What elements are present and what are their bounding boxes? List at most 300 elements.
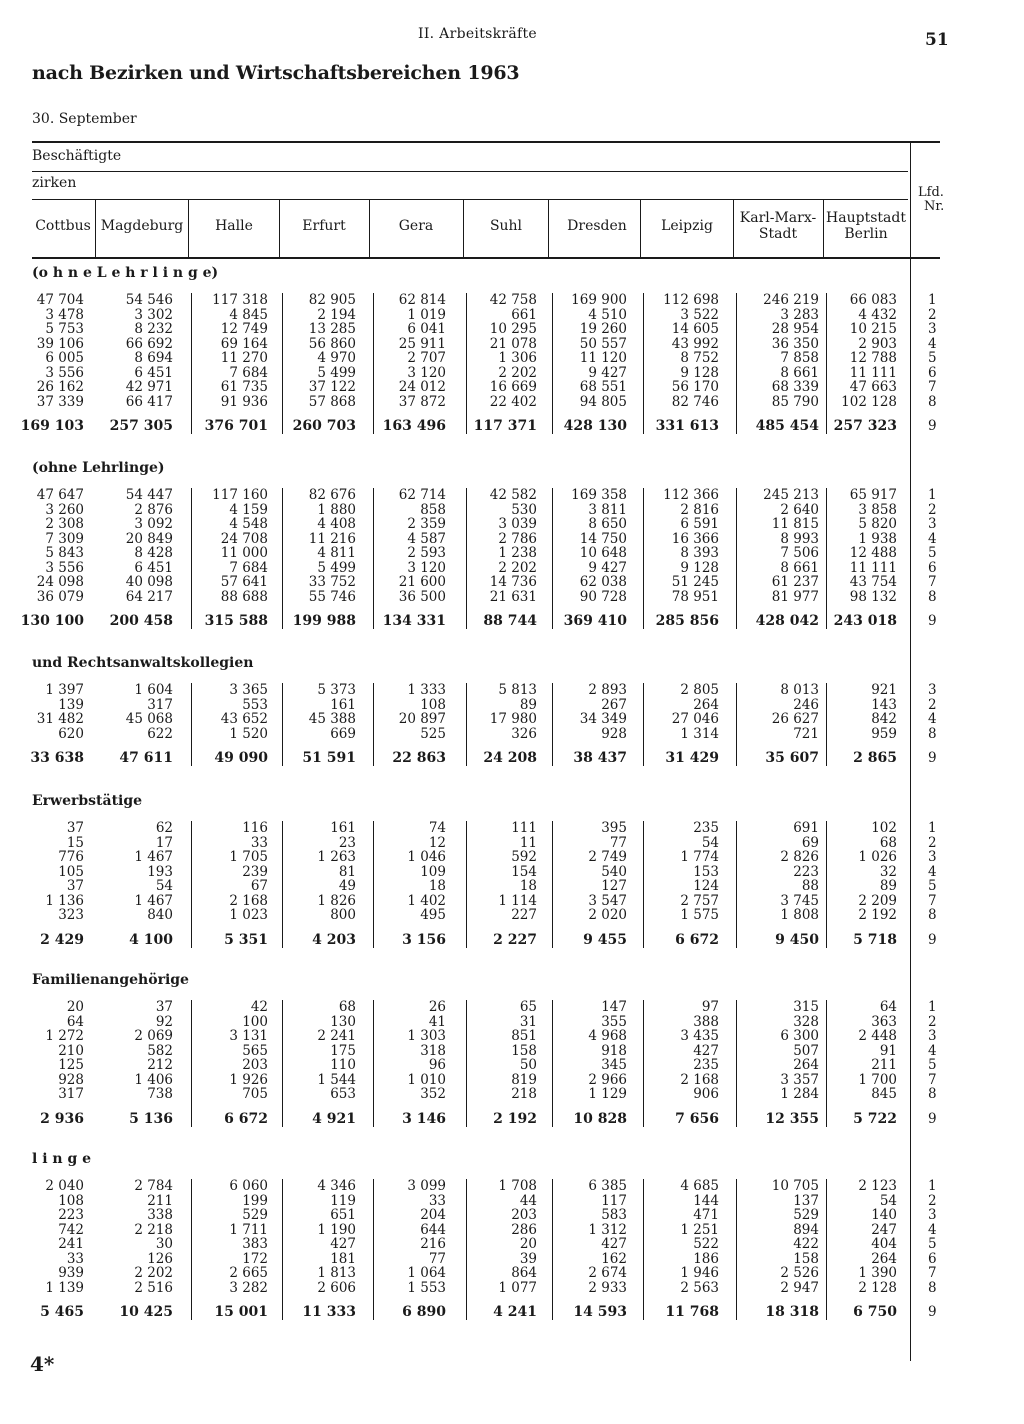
- table-cell: 328: [793, 1013, 819, 1030]
- table-cell: 54: [879, 1192, 897, 1209]
- total-cell: 88 744: [483, 613, 537, 629]
- total-cell: 2 936: [40, 1110, 84, 1127]
- table-cell: 1 046: [407, 849, 446, 865]
- table-cell: 33 752: [308, 574, 356, 590]
- table-cell: 326: [511, 725, 537, 742]
- total-cell: 18 318: [765, 1304, 819, 1320]
- table-cell: 800: [330, 907, 356, 923]
- table-cell: 90 728: [579, 588, 627, 605]
- table-cell: 62 814: [398, 292, 446, 308]
- table-cell: 1 251: [680, 1221, 719, 1238]
- table-cell: 553: [242, 696, 268, 713]
- table-cell: 1 813: [317, 1265, 356, 1281]
- table-cell: 91: [879, 1042, 897, 1059]
- table-cell: 669: [330, 725, 356, 742]
- table-cell: 40 098: [125, 574, 173, 590]
- table-cell: 8 752: [680, 350, 719, 366]
- column-header-line: Cottbus: [35, 218, 91, 234]
- table-cell: 906: [693, 1086, 719, 1102]
- table-cell: 742: [58, 1221, 84, 1238]
- column-header: [637, 218, 737, 234]
- column-header-line: Halle: [215, 218, 253, 234]
- column-header-line: Gera: [398, 218, 434, 234]
- table-row: [0, 850, 1024, 865]
- table-cell: 1 019: [407, 306, 446, 323]
- table-cell: 11 815: [771, 516, 819, 532]
- table-cell: 8 694: [134, 350, 173, 366]
- row-number: 3: [928, 1028, 937, 1044]
- table-cell: 1 023: [229, 907, 268, 923]
- table-cell: 11 111: [849, 559, 897, 576]
- row-number: 7: [928, 379, 937, 395]
- table-cell: 6 451: [134, 559, 173, 576]
- table-cell: 644: [420, 1221, 446, 1238]
- table-cell: 112 698: [663, 292, 719, 308]
- table-cell: 2 020: [588, 907, 627, 923]
- table-cell: 2 674: [588, 1265, 627, 1281]
- table-cell: 27 046: [671, 711, 719, 727]
- table-cell: 62 038: [579, 574, 627, 590]
- table-cell: 14 736: [489, 574, 537, 590]
- table-cell: 8 650: [588, 516, 627, 532]
- total-cell: 4 100: [129, 931, 173, 948]
- total-cell: 169 103: [20, 418, 84, 434]
- table-row: [0, 1179, 1024, 1194]
- table-cell: 1 711: [229, 1221, 268, 1238]
- table-cell: 1 026: [858, 849, 897, 865]
- table-cell: 18: [428, 878, 446, 894]
- table-cell: 522: [693, 1236, 719, 1252]
- total-cell: 257 305: [109, 418, 173, 434]
- table-row: [0, 337, 1024, 352]
- table-cell: 42 758: [489, 292, 537, 308]
- lfd-header-line2: Nr.: [924, 199, 945, 214]
- table-cell: 96: [428, 1057, 446, 1073]
- table-cell: 530: [511, 501, 537, 518]
- table-cell: 42 582: [489, 487, 537, 503]
- table-cell: 50 557: [579, 335, 627, 352]
- table-cell: 2 168: [680, 1071, 719, 1088]
- table-cell: 45 388: [308, 711, 356, 727]
- table-cell: 127: [601, 878, 627, 894]
- table-cell: 1 314: [680, 725, 719, 742]
- table-cell: 2 202: [498, 559, 537, 576]
- table-cell: 1 272: [45, 1028, 84, 1044]
- total-cell: 9 450: [775, 931, 819, 948]
- table-cell: 1 604: [134, 682, 173, 698]
- table-cell: 1 263: [317, 849, 356, 865]
- row-number: 4: [928, 335, 937, 352]
- table-cell: 109: [420, 863, 446, 880]
- column-header-line: Dresden: [567, 218, 627, 234]
- table-cell: 3 039: [498, 516, 537, 532]
- table-cell: 622: [147, 725, 173, 742]
- table-cell: 20 897: [398, 711, 446, 727]
- row-number: 3: [928, 1207, 937, 1223]
- reference-date: 30. September: [32, 111, 137, 127]
- row-number: 9: [928, 1304, 937, 1320]
- table-cell: 3 435: [680, 1028, 719, 1044]
- table-cell: 2 168: [229, 892, 268, 909]
- table-cell: 6 041: [407, 321, 446, 337]
- table-cell: 140: [871, 1207, 897, 1223]
- table-cell: 1 705: [229, 849, 268, 865]
- table-row: [0, 865, 1024, 880]
- table-cell: 1 926: [229, 1071, 268, 1088]
- table-cell: 54: [155, 878, 173, 894]
- table-cell: 246 219: [763, 292, 819, 308]
- table-cell: 11 270: [220, 350, 268, 366]
- table-cell: 65 917: [849, 487, 897, 503]
- table-cell: 16 366: [671, 530, 719, 547]
- table-row: [0, 1208, 1024, 1223]
- table-cell: 22 402: [489, 393, 537, 410]
- row-number: 5: [928, 350, 937, 366]
- table-cell: 8 393: [680, 545, 719, 561]
- column-header-line: Erfurt: [302, 218, 346, 234]
- table-cell: 5 843: [45, 545, 84, 561]
- total-row: [0, 418, 1024, 434]
- total-cell: 47 611: [119, 750, 173, 766]
- table-row: [0, 712, 1024, 727]
- table-cell: 2 805: [680, 682, 719, 698]
- table-cell: 55 746: [308, 588, 356, 605]
- table-cell: 776: [58, 849, 84, 865]
- table-cell: 223: [793, 863, 819, 880]
- table-cell: 21 600: [398, 574, 446, 590]
- table-cell: 6 005: [45, 350, 84, 366]
- table-cell: 315: [793, 999, 819, 1015]
- table-cell: 2 218: [134, 1221, 173, 1238]
- column-header-line: Suhl: [489, 218, 523, 234]
- table-row: [0, 488, 1024, 503]
- total-cell: 6 890: [402, 1304, 446, 1320]
- row-number: 7: [928, 574, 937, 590]
- table-cell: 525: [420, 725, 446, 742]
- table-cell: 11 120: [579, 350, 627, 366]
- table-cell: 12: [428, 834, 446, 851]
- row-number: 8: [928, 588, 937, 605]
- table-cell: 64: [66, 1013, 84, 1030]
- row-number: 4: [928, 530, 937, 547]
- table-cell: 125: [58, 1057, 84, 1073]
- table-cell: 32: [879, 863, 897, 880]
- table-cell: 24 708: [220, 530, 268, 547]
- table-cell: 2 308: [45, 516, 84, 532]
- table-cell: 117 160: [212, 487, 268, 503]
- table-cell: 89: [879, 878, 897, 894]
- column-header-line: Magdeburg: [100, 218, 184, 234]
- table-cell: 77: [428, 1250, 446, 1267]
- table-cell: 9 128: [680, 559, 719, 576]
- table-cell: 11 000: [220, 545, 268, 561]
- section-title: (ohne Lehrlinge): [32, 460, 165, 476]
- total-cell: 2 429: [40, 931, 84, 948]
- table-cell: 338: [147, 1207, 173, 1223]
- table-cell: 2 966: [588, 1071, 627, 1088]
- total-cell: 49 090: [214, 750, 268, 766]
- table-cell: 102: [871, 820, 897, 836]
- table-cell: 9 427: [588, 559, 627, 576]
- table-row: [0, 1252, 1024, 1267]
- table-row: [0, 1073, 1024, 1088]
- table-cell: 199: [242, 1192, 268, 1209]
- table-cell: 64 217: [125, 588, 173, 605]
- table-cell: 264: [871, 1250, 897, 1267]
- table-cell: 153: [693, 863, 719, 880]
- total-row: [0, 613, 1024, 629]
- table-row: [0, 293, 1024, 308]
- table-row: [0, 322, 1024, 337]
- table-cell: 1 312: [588, 1221, 627, 1238]
- table-cell: 227: [511, 907, 537, 923]
- table-cell: 28 954: [771, 321, 819, 337]
- table-cell: 918: [601, 1042, 627, 1059]
- table-cell: 3 131: [229, 1028, 268, 1044]
- table-cell: 4 685: [680, 1178, 719, 1194]
- table-cell: 56 860: [308, 335, 356, 352]
- table-cell: 6 385: [588, 1178, 627, 1194]
- total-cell: 11 333: [302, 1304, 356, 1320]
- table-row: [0, 836, 1024, 851]
- table-cell: 2 784: [134, 1178, 173, 1194]
- table-cell: 653: [330, 1086, 356, 1102]
- total-row: [0, 750, 1024, 766]
- table-cell: 108: [58, 1192, 84, 1209]
- table-cell: 43 754: [849, 574, 897, 590]
- total-cell: 6 672: [675, 931, 719, 948]
- total-cell: 10 828: [573, 1110, 627, 1127]
- table-cell: 186: [693, 1250, 719, 1267]
- table-cell: 65: [519, 999, 537, 1015]
- table-row: [0, 1015, 1024, 1030]
- row-number: 1: [928, 999, 937, 1015]
- total-cell: 35 607: [765, 750, 819, 766]
- table-cell: 25 911: [398, 335, 446, 352]
- table-cell: 3 811: [588, 501, 627, 518]
- table-cell: 110: [330, 1057, 356, 1073]
- table-cell: 1 826: [317, 892, 356, 909]
- table-cell: 651: [330, 1207, 356, 1223]
- table-row: [0, 1266, 1024, 1281]
- row-number: 3: [928, 682, 937, 698]
- table-cell: 2 893: [588, 682, 627, 698]
- table-cell: 845: [871, 1086, 897, 1102]
- table-cell: 317: [58, 1086, 84, 1102]
- row-number: 9: [928, 418, 937, 434]
- table-cell: 11 216: [308, 530, 356, 547]
- table-cell: 1 774: [680, 849, 719, 865]
- table-row: [0, 1194, 1024, 1209]
- section-body: [0, 1179, 1024, 1320]
- table-cell: 3 858: [858, 501, 897, 518]
- table-cell: 10 648: [579, 545, 627, 561]
- table-cell: 5 499: [317, 559, 356, 576]
- table-cell: 112 366: [663, 487, 719, 503]
- total-cell: 31 429: [665, 750, 719, 766]
- table-cell: 1 946: [680, 1265, 719, 1281]
- table-cell: 119: [330, 1192, 356, 1209]
- section-body: [0, 293, 1024, 434]
- table-cell: 17: [155, 834, 173, 851]
- table-cell: 26 627: [771, 711, 819, 727]
- row-number: 7: [928, 892, 937, 909]
- table-cell: 2 123: [858, 1178, 897, 1194]
- table-cell: 691: [793, 820, 819, 836]
- table-cell: 2 749: [588, 849, 627, 865]
- table-cell: 64: [879, 999, 897, 1015]
- table-cell: 2 816: [680, 501, 719, 518]
- table-cell: 3 282: [229, 1279, 268, 1296]
- table-cell: 49: [338, 878, 356, 894]
- total-cell: 38 437: [573, 750, 627, 766]
- row-number: 2: [928, 696, 937, 713]
- table-cell: 2 606: [317, 1279, 356, 1296]
- table-cell: 705: [242, 1086, 268, 1102]
- table-cell: 5 753: [45, 321, 84, 337]
- table-cell: 4 845: [229, 306, 268, 323]
- table-cell: 3 556: [45, 364, 84, 381]
- table-cell: 1 544: [317, 1071, 356, 1088]
- row-number: 2: [928, 501, 937, 518]
- table-cell: 193: [147, 863, 173, 880]
- table-cell: 6 451: [134, 364, 173, 381]
- table-cell: 102 128: [841, 393, 897, 410]
- table-row: [0, 879, 1024, 894]
- table-cell: 939: [58, 1265, 84, 1281]
- table-cell: 2 757: [680, 892, 719, 909]
- table-cell: 8 993: [780, 530, 819, 547]
- table-cell: 175: [330, 1042, 356, 1059]
- table-cell: 147: [601, 999, 627, 1015]
- total-cell: 163 496: [382, 418, 446, 434]
- column-header-line: Hauptstadt: [826, 210, 906, 226]
- table-cell: 4 408: [317, 516, 356, 532]
- table-cell: 181: [330, 1250, 356, 1267]
- header-mid-rule: [32, 171, 908, 172]
- total-cell: 485 454: [755, 418, 819, 434]
- table-cell: 24 098: [36, 574, 84, 590]
- table-cell: 42 971: [125, 379, 173, 395]
- table-cell: 23: [338, 834, 356, 851]
- total-cell: 260 703: [292, 418, 356, 434]
- table-cell: 959: [871, 725, 897, 742]
- table-cell: 88 688: [220, 588, 268, 605]
- table-cell: 842: [871, 711, 897, 727]
- table-cell: 2 040: [45, 1178, 84, 1194]
- section-title: und Rechtsanwaltskollegien: [32, 655, 254, 671]
- table-cell: 36 500: [398, 588, 446, 605]
- table-row: [0, 908, 1024, 923]
- table-cell: 37 339: [36, 393, 84, 410]
- total-cell: 5 136: [129, 1110, 173, 1127]
- table-cell: 9 427: [588, 364, 627, 381]
- table-cell: 427: [330, 1236, 356, 1252]
- table-cell: 45 068: [125, 711, 173, 727]
- table-row: [0, 351, 1024, 366]
- table-cell: 2 593: [407, 545, 446, 561]
- table-cell: 51 245: [671, 574, 719, 590]
- table-cell: 3 092: [134, 516, 173, 532]
- table-cell: 68: [338, 999, 356, 1015]
- table-cell: 54: [701, 834, 719, 851]
- table-cell: 1 077: [498, 1279, 537, 1296]
- table-row: [0, 517, 1024, 532]
- total-cell: 134 331: [382, 613, 446, 629]
- total-cell: 4 921: [312, 1110, 356, 1127]
- table-cell: 43 992: [671, 335, 719, 352]
- table-row: [0, 698, 1024, 713]
- table-cell: 6 300: [780, 1028, 819, 1044]
- column-header: [547, 218, 647, 234]
- table-cell: 66 692: [125, 335, 173, 352]
- table-cell: 1 333: [407, 682, 446, 698]
- table-cell: 81 977: [771, 588, 819, 605]
- row-number: 9: [928, 750, 937, 766]
- table-cell: 318: [420, 1042, 446, 1059]
- total-cell: 22 863: [392, 750, 446, 766]
- total-cell: 5 465: [40, 1304, 84, 1320]
- table-cell: 12 749: [220, 321, 268, 337]
- table-cell: 239: [242, 863, 268, 880]
- table-cell: 3 478: [45, 306, 84, 323]
- total-cell: 6 750: [853, 1304, 897, 1320]
- table-cell: 286: [511, 1221, 537, 1238]
- table-cell: 661: [511, 306, 537, 323]
- table-cell: 62: [155, 820, 173, 836]
- table-cell: 7 684: [229, 559, 268, 576]
- page-number: 51: [925, 30, 949, 50]
- table-cell: 37 872: [398, 393, 446, 410]
- table-cell: 17 980: [489, 711, 537, 727]
- section-body: [0, 1000, 1024, 1127]
- table-cell: 540: [601, 863, 627, 880]
- table-cell: 2 359: [407, 516, 446, 532]
- row-number: 1: [928, 487, 937, 503]
- row-number: 8: [928, 1279, 937, 1296]
- table-row: [0, 308, 1024, 323]
- total-cell: 2 192: [493, 1110, 537, 1127]
- table-cell: 1 010: [407, 1071, 446, 1088]
- table-cell: 20: [66, 999, 84, 1015]
- table-cell: 139: [58, 696, 84, 713]
- table-cell: 74: [428, 820, 446, 836]
- table-cell: 218: [511, 1086, 537, 1102]
- table-row: [0, 1058, 1024, 1073]
- table-cell: 422: [793, 1236, 819, 1252]
- total-cell: 7 656: [675, 1110, 719, 1127]
- table-cell: 68 339: [771, 379, 819, 395]
- table-cell: 82 676: [308, 487, 356, 503]
- table-cell: 158: [793, 1250, 819, 1267]
- table-cell: 54 447: [125, 487, 173, 503]
- table-cell: 158: [511, 1042, 537, 1059]
- row-number: 5: [928, 1236, 937, 1252]
- header-bottom-rule: [32, 257, 940, 259]
- section-title: Familienangehörige: [32, 972, 189, 988]
- table-cell: 20: [519, 1236, 537, 1252]
- table-cell: 395: [601, 820, 627, 836]
- table-cell: 62 714: [398, 487, 446, 503]
- table-cell: 33: [250, 834, 268, 851]
- table-cell: 11 111: [849, 364, 897, 381]
- table-cell: 3 120: [407, 364, 446, 381]
- column-header-line: Karl-Marx-: [739, 210, 817, 226]
- table-cell: 19 260: [579, 321, 627, 337]
- row-number: 8: [928, 725, 937, 742]
- signature-mark: 4*: [30, 1352, 55, 1376]
- table-cell: 3 365: [229, 682, 268, 698]
